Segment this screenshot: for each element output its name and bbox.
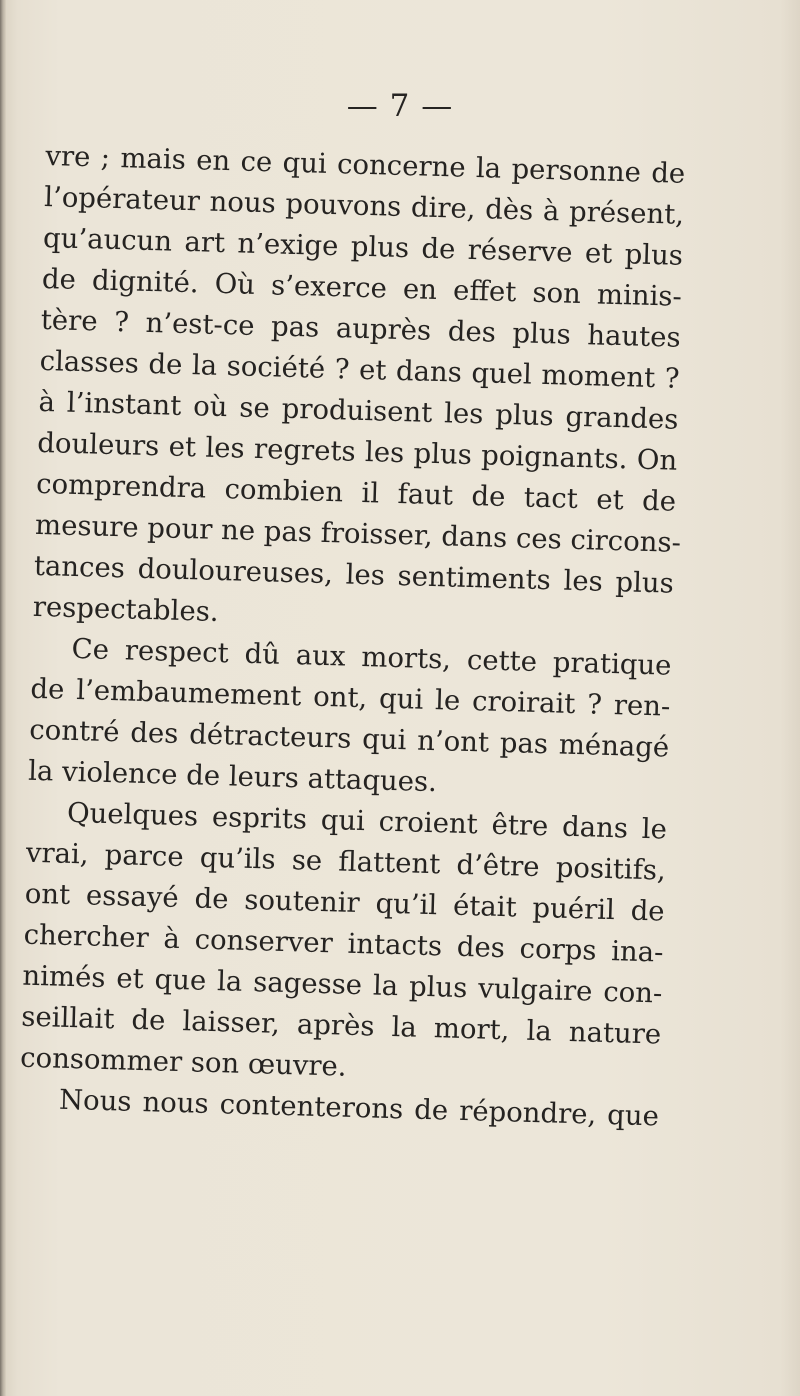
page-binding-edge xyxy=(0,0,6,1396)
text-line: tère ? n’est-ce pas auprès des plus hautes xyxy=(40,303,682,354)
page-number: — 7 — xyxy=(346,88,454,124)
text-line: contré des détracteurs qui n’ont pas ménagé xyxy=(28,713,670,764)
text-line: Quelques esprits qui croient être dans le xyxy=(66,796,668,846)
body-text xyxy=(19,136,686,1137)
text-line: tances douloureuses, les sentiments les plus xyxy=(33,549,675,600)
text-line: à l’instant où se produisent les plus grandes xyxy=(38,385,679,436)
text-line: vre ; mais en ce qui concerne la personne de xyxy=(44,139,686,190)
text-line: vrai, parce qu’ils se flattent d’être positifs, xyxy=(25,836,667,887)
text-line: mesure pour ne pas froisser, dans ces circons- xyxy=(34,508,682,559)
text-line: consommer son œuvre. xyxy=(19,1041,347,1083)
text-line: de dignité. Où s’exerce en effet son minis- xyxy=(41,262,683,313)
text-line: respectables. xyxy=(32,590,220,628)
text-line: de l’embaumement ont, qui le croirait ? ren- xyxy=(30,672,671,723)
text-line: ont essayé de soutenir qu’il était puéril de xyxy=(24,877,666,928)
text-line: douleurs et les regrets les plus poignants. On xyxy=(36,426,678,477)
text-line: comprendra combien il faut de tact et de xyxy=(35,467,677,518)
text-line: la violence de leurs attaques. xyxy=(27,754,438,799)
text-line: l’opérateur nous pouvons dire, dès à présent, xyxy=(43,180,685,231)
text-line: chercher à conserver intacts des corps ina- xyxy=(23,918,664,969)
text-line: qu’aucun art n’exige plus de réserve et plus xyxy=(42,221,684,272)
text-line: Nous nous contenterons de répondre, que xyxy=(58,1083,660,1133)
text-line: nimés et que la sagesse la plus vulgaire con- xyxy=(22,959,663,1010)
text-line: classes de la société ? et dans quel moment ? xyxy=(39,344,680,395)
text-line: seillait de laisser, après la mort, la nature xyxy=(20,1000,662,1051)
text-line: Ce respect dû aux morts, cette pratique xyxy=(71,632,672,682)
